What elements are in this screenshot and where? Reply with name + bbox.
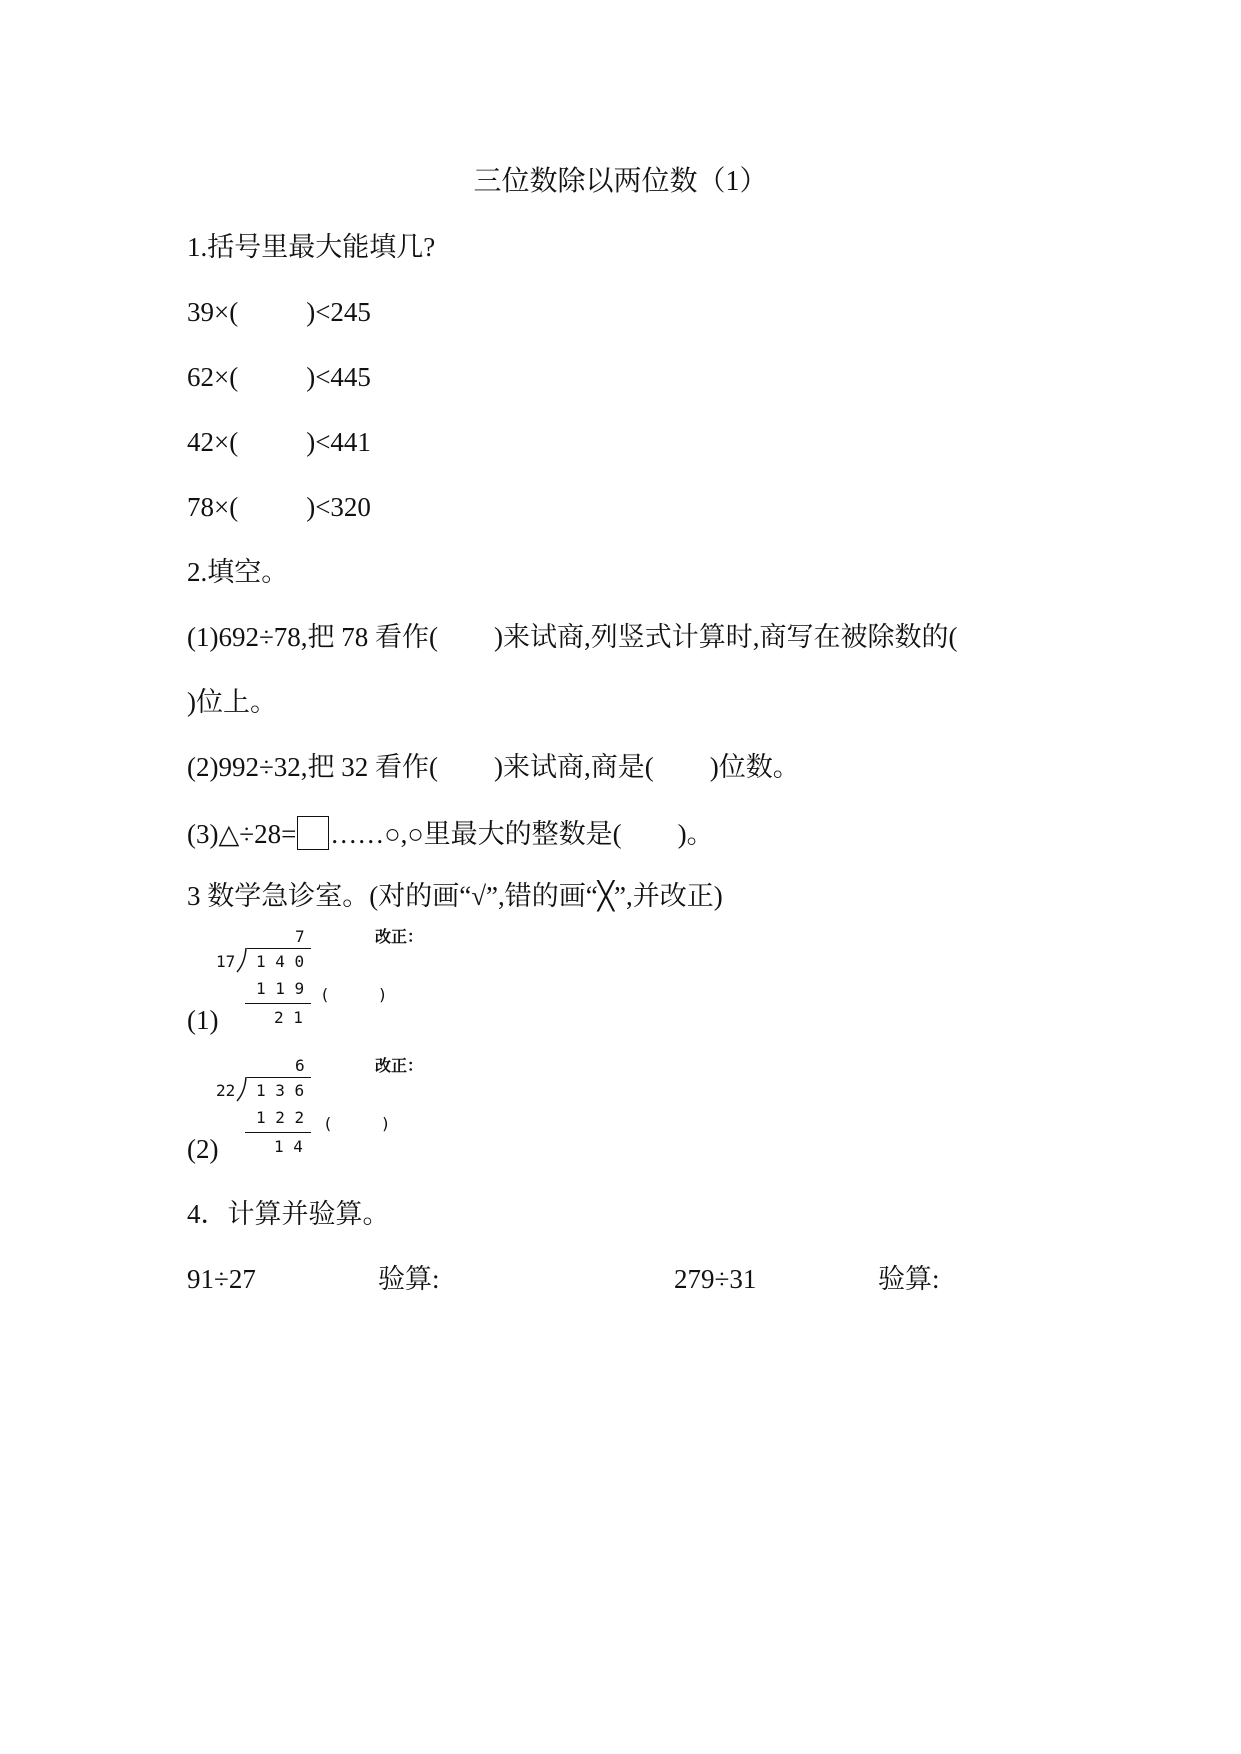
remainder: 2 1 — [274, 1008, 303, 1027]
divisor: 22 — [216, 1081, 236, 1100]
q3-heading: 3 数学急诊室。(对的画“√”,错的画“╳”,并改正) — [187, 881, 723, 911]
division-bracket — [236, 947, 248, 973]
remainder: 1 4 — [274, 1137, 303, 1156]
q2-item-3-a: (3)△÷28= — [187, 819, 297, 849]
quotient: 6 — [295, 1056, 305, 1075]
q1-item-1-left: 39×( — [187, 297, 239, 327]
problem-2-label: (2) — [187, 1134, 219, 1164]
page-title: 三位数除以两位数（1） — [473, 166, 768, 197]
division-bar — [247, 948, 311, 949]
q2-item-1 — [187, 621, 958, 653]
q1-item-2-left: 62×( — [187, 362, 239, 392]
problem-1-label: (1) — [187, 1005, 219, 1035]
dividend: 1 3 6 — [256, 1081, 305, 1100]
q4-check-2: 验算: — [878, 1264, 940, 1294]
q1-heading: 1.括号里最大能填几? — [187, 232, 436, 262]
q1-item-4-left: 78×( — [187, 492, 239, 522]
q2-item-2-b: )来试商,商是( — [494, 752, 654, 782]
q1-item-2 — [187, 361, 371, 393]
q1-item-4 — [187, 491, 371, 523]
subtraction-line — [245, 1132, 311, 1133]
q2-item-3-box[interactable] — [297, 816, 329, 850]
q2-item-2-a: (2)992÷32,把 32 看作( — [187, 752, 439, 782]
q1-item-3-left: 42×( — [187, 427, 239, 457]
q4-expr-1: 91÷27 — [187, 1264, 256, 1294]
q2-item-1-c: )位上。 — [187, 687, 277, 717]
q2-item-3-b: ……○,○里最大的整数是( — [330, 819, 622, 849]
q1-item-2-right: )<445 — [306, 362, 371, 392]
fix-label: 改正： — [375, 1056, 424, 1075]
dividend: 1 4 0 — [256, 952, 305, 971]
product: 1 1 9 — [256, 979, 305, 998]
product: 1 2 2 — [256, 1108, 305, 1127]
q2-item-2 — [187, 751, 800, 783]
q2-heading: 2.填空。 — [187, 557, 289, 587]
division-problem-1 — [210, 928, 450, 1038]
q2-item-3 — [187, 816, 714, 850]
q1-item-4-right: )<320 — [306, 492, 371, 522]
q2-item-1-cont — [187, 686, 277, 718]
q1-item-1 — [187, 296, 371, 328]
subtraction-line — [245, 1003, 311, 1004]
answer-paren[interactable]: ( ) — [320, 985, 388, 1004]
fix-label: 改正： — [375, 927, 424, 946]
q4-expr-2: 279÷31 — [674, 1264, 757, 1294]
division-problem-2 — [210, 1057, 450, 1167]
quotient: 7 — [295, 927, 305, 946]
answer-paren[interactable]: ( ) — [323, 1114, 391, 1133]
divisor: 17 — [216, 952, 236, 971]
q2-item-1-b: )来试商,列竖式计算时,商写在被除数的( — [494, 622, 958, 652]
q1-item-3-right: )<441 — [306, 427, 371, 457]
division-bar — [247, 1077, 311, 1078]
q2-item-3-c: )。 — [677, 819, 714, 849]
q4-heading: 4．计算并验算。 — [187, 1199, 390, 1229]
q1-item-1-right: )<245 — [306, 297, 371, 327]
q2-item-1-a: (1)692÷78,把 78 看作( — [187, 622, 439, 652]
q2-item-2-c: )位数。 — [709, 752, 800, 782]
q1-item-3 — [187, 426, 371, 458]
division-bracket — [236, 1076, 248, 1102]
q4-check-1: 验算: — [378, 1264, 440, 1294]
